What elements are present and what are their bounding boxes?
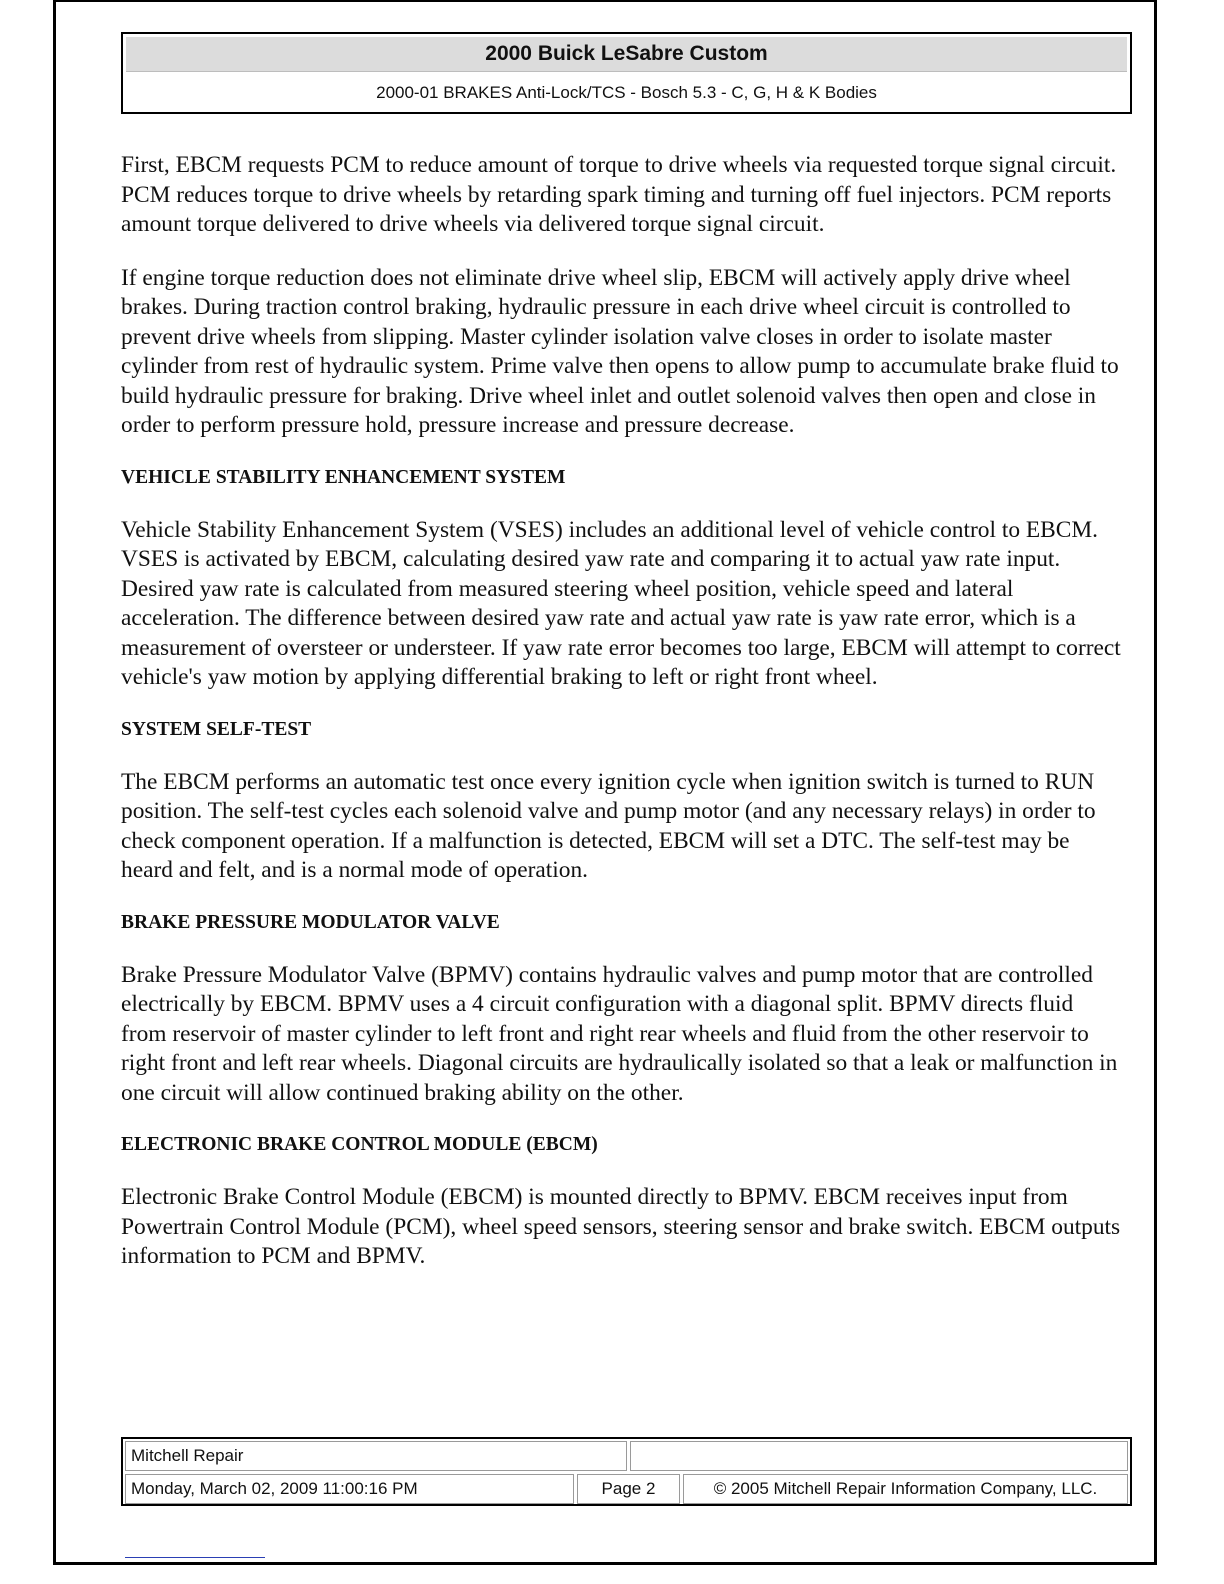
footer-copyright: © 2005 Mitchell Repair Information Company, LLC. (683, 1474, 1128, 1504)
heading-vses: VEHICLE STABILITY ENHANCEMENT SYSTEM (121, 466, 566, 488)
link-underline (125, 1557, 265, 1558)
document-body (121, 151, 1121, 1296)
paragraph-torque-reduction: First, EBCM requests PCM to reduce amount of torque to drive wheels via requested torque signal circuit. PCM reduces torque to drive wheels by retarding spark timing and turning off fuel injectors. PCM reports amount torque delivered to drive wheels via delivered torque signal circuit. (121, 152, 1117, 237)
paragraph-self-test: The EBCM performs an automatic test once every ignition cycle when ignition switch is turned to RUN position. The self-test cycles each solenoid valve and pump motor (and any necessary relays) in order to check component operation. If a malfunction is detected, EBCM will set a DTC. The self-test may be heard and felt, and is a normal mode of operation. (121, 768, 1096, 883)
paragraph-traction-braking: If engine torque reduction does not eliminate drive wheel slip, EBCM will actively apply drive wheel brakes. During traction control braking, hydraulic pressure in each drive wheel circuit is controlled to prevent drive wheels from slipping. Master cylinder isolation valve closes in order to isolate master cylinder from rest of hydraulic system. Prime valve then opens to allow pump to accumulate brake fluid to build hydraulic pressure for braking. Drive wheel inlet and outlet solenoid valves then open and close in order to perform pressure hold, pressure increase and pressure decrease. (121, 264, 1119, 438)
document-header (121, 32, 1132, 114)
vehicle-title: 2000 Buick LeSabre Custom (126, 37, 1127, 72)
paragraph-bpmv: Brake Pressure Modulator Valve (BPMV) contains hydraulic valves and pump motor that are controlled electrically by EBCM. BPMV uses a 4 circuit configuration with a diagonal split. BPMV directs fluid from reservoir of master cylinder to left front and right rear wheels and fluid from the other reservoir to right front and left rear wheels. Diagonal circuits are hydraulically isolated so that a leak or malfunction in one circuit will allow continued braking ability on the other. (121, 961, 1118, 1106)
footer-empty-cell (630, 1441, 1128, 1471)
footer-datetime: Monday, March 02, 2009 11:00:16 PM (125, 1474, 574, 1504)
paragraph-ebcm: Electronic Brake Control Module (EBCM) is mounted directly to BPMV. EBCM receives input from Powertrain Control Module (PCM), wheel speed sensors, steering sensor and brake switch. EBCM outputs information to PCM and BPMV. (121, 1184, 1121, 1269)
footer-brand: Mitchell Repair (125, 1441, 627, 1471)
heading-self-test: SYSTEM SELF-TEST (121, 718, 312, 740)
document-footer (121, 1437, 1132, 1506)
heading-bpmv: BRAKE PRESSURE MODULATOR VALVE (121, 911, 500, 933)
paragraph-vses: Vehicle Stability Enhancement System (VSES) includes an additional level of vehicle control to EBCM. VSES is activated by EBCM, calculating desired yaw rate and comparing it to actual yaw rate input. Desired yaw rate is calculated from measured steering wheel position, vehicle speed and lateral acceleration. The difference between desired yaw rate and actual yaw rate is yaw rate error, which is a measurement of oversteer or understeer. If yaw rate error becomes too large, EBCM will attempt to correct vehicle's yaw motion by applying differential braking to left or right front wheel. (121, 516, 1121, 690)
footer-page-number: Page 2 (577, 1474, 680, 1504)
heading-ebcm: ELECTRONIC BRAKE CONTROL MODULE (EBCM) (121, 1134, 598, 1155)
section-subtitle: 2000-01 BRAKES Anti-Lock/TCS - Bosch 5.3 - C, G, H & K Bodies (376, 83, 877, 102)
